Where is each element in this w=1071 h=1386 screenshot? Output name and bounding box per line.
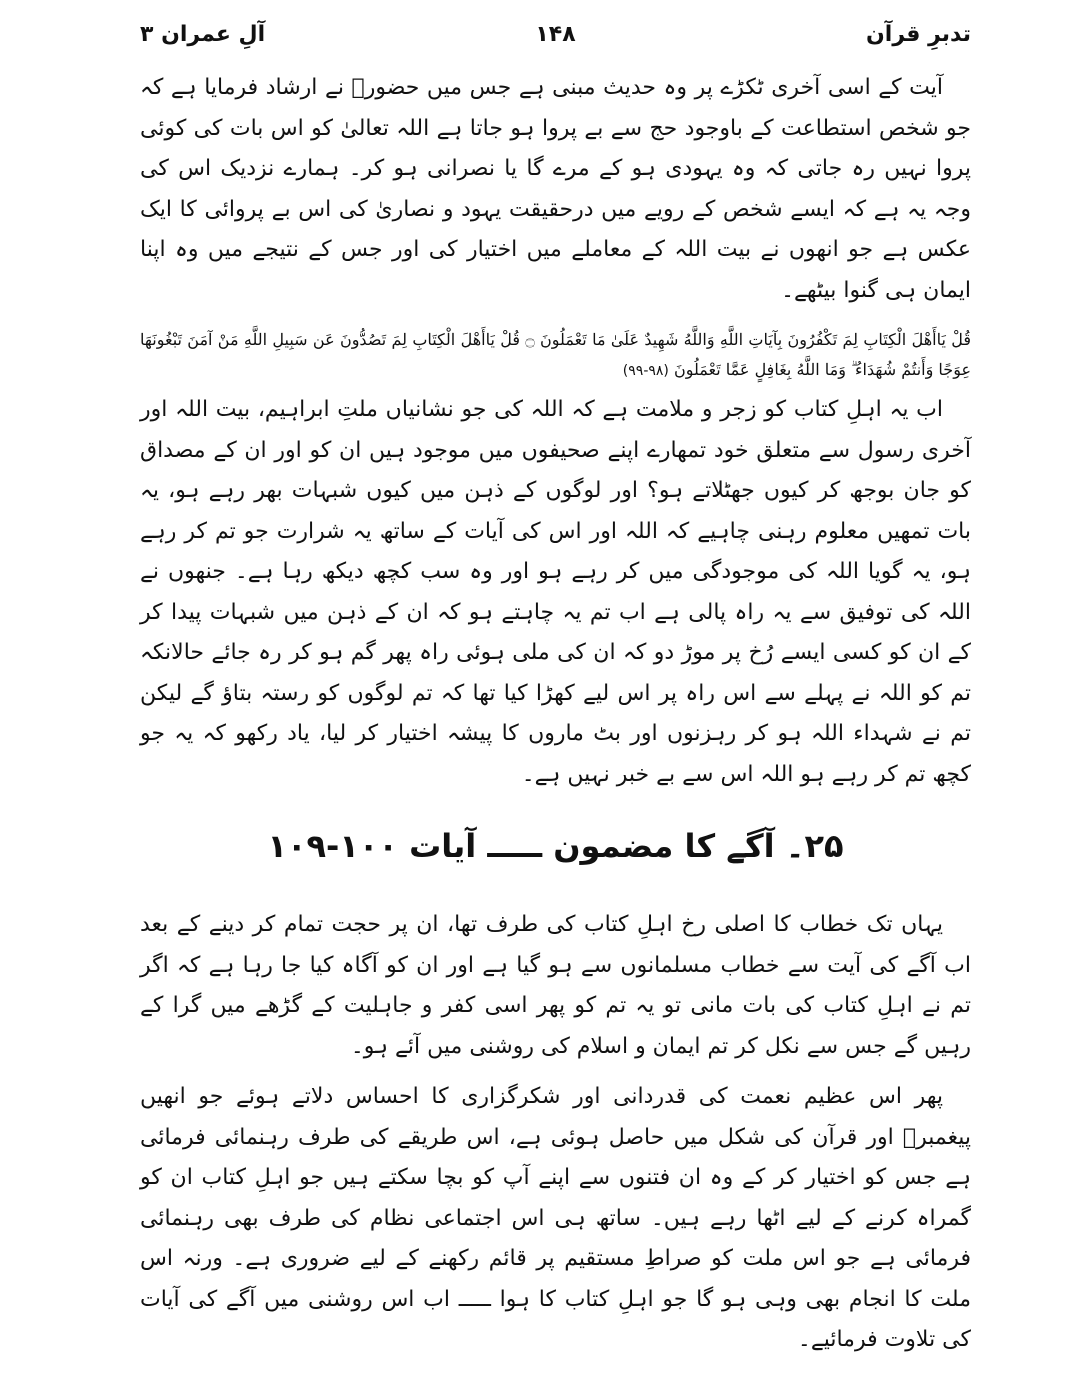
running-header — [140, 18, 971, 68]
paragraph-khitab: یہاں تک خطاب کا اصلی رخ اہلِ کتاب کی طرف تھا، ان پر حجت تمام کر دینے کے بعد اب آگے کی آیت سے خطاب مسلمانوں سے ہو گیا ہے اور ان کو آگاہ کیا جا رہا ہے کہ اگر تم نے اہلِ کتاب کی بات مانی تو یہ تم کو پھر اسی کفر و جاہلیت کے گڑھے میں گرا کے رہیں گے جس سے نکل کر تم ایمان و اسلام کی روشنی میں آئے ہو۔ — [140, 912, 971, 1059]
quran-ayat-text: قُلْ يَاأَهْلَ الْكِتَابِ لِمَ تَكْفُرُونَ بِآيَاتِ اللَّهِ وَاللَّهُ شَهِيدٌ عَلَىٰ مَا تَعْمَلُونَ ۝ قُلْ يَاأَهْلَ الْكِتَابِ لِمَ تَصُدُّونَ عَن سَبِيلِ اللَّهِ مَنْ آمَنَ تَبْغُونَهَا عِوَجًا وَأَنتُمْ شُهَدَاءُ ۗ وَمَا اللَّهُ بِغَافِلٍ عَمَّا تَعْمَلُونَ — [140, 330, 971, 379]
ayat-reference: (۹۸-۹۹) — [622, 363, 669, 379]
paragraph-hadith-hajj: آیت کے اسی آخری ٹکڑے پر وہ حدیث مبنی ہے جس میں حضورؐ نے ارشاد فرمایا ہے کہ جو شخص استطاعت کے باوجود حج سے بے پروا ہو جاتا ہے اللہ تعالیٰ کو اس بات کی کوئی پروا نہیں رہ جاتی کہ وہ یہودی ہو کے مرے گا یا نصرانی ہو کر۔ ہمارے نزدیک اس کی وجہ یہ ہے کہ ایسے شخص کے رویے میں درحقیقت یہود و نصاریٰ کی اس بے پروائی کا ایک عکس ہے جو انھوں نے بیت اللہ کے معاملے میں اختیار کی اور جس کے نتیجے میں وہ اپنا ایمان ہی گنوا بیٹھے۔ — [140, 75, 971, 303]
section-heading: ۲۵۔ آگے کا مضمون ـــــ آیات ۱۰۰-۱۰۹ — [267, 827, 844, 865]
surah-name: آلِ عمران ۳ — [140, 22, 266, 47]
paragraph-nemat: پھر اس عظیم نعمت کی قدردانی اور شکرگزاری کا احساس دلاتے ہوئے جو انھیں پیغمبرؐ اور قرآن کی شکل میں حاصل ہوئی ہے، اس طریقے کی طرف رہنمائی فرمائی ہے جس کو اختیار کر کے وہ ان فتنوں سے اپنے آپ کو بچا سکتے ہیں جو اہلِ کتاب ان کو گمراہ کرنے کے لیے اٹھا رہے ہیں۔ ساتھ ہی اس اجتماعی نظام کی طرف بھی رہنمائی فرمائی ہے جو اس ملت کو صراطِ مستقیم پر قائم رکھنے کے لیے ضروری ہے۔ ورنہ اس ملت کا انجام بھی وہی ہو گا جو اہلِ کتاب کا ہوا ـــــ اب اس روشنی میں آگے کی آیات کی تلاوت فرمائیے۔ — [140, 1084, 971, 1352]
paragraph-tafsir: اب یہ اہلِ کتاب کو زجر و ملامت ہے کہ اللہ کی جو نشانیاں ملتِ ابراہیم، بیت اللہ اور آخری رسول سے متعلق خود تمھارے اپنے صحیفوں میں موجود ہیں ان کو اور ان کے مصداق کو جان بوجھ کر کیوں جھٹلاتے ہو؟ اور لوگوں کے ذہن میں کیوں شبہات بھر رہے ہو، یہ بات تمھیں معلوم رہنی چاہیے کہ اللہ اور اس کی آیات کے ساتھ یہ شرارت جو تم کر رہے ہو، یہ گویا اللہ کی موجودگی میں کر رہے ہو اور وہ سب کچھ دیکھ رہا ہے۔ جنھوں نے اللہ کی توفیق سے یہ راہ پالی ہے اب تم یہ چاہتے ہو کہ ان کے ذہن میں شبہات پیدا کر کے ان کو کسی ایسے رُخ پر موڑ دو کہ ان کی ملی ہوئی راہ پھر گم ہو کر رہ جائے حالانکہ تم کو اللہ نے پہلے سے اس راہ پر اس لیے کھڑا کیا تھا کہ تم لوگوں کو رستہ بتاؤ گے لیکن تم نے شہداء اللہ ہو کر رہزنوں اور بٹ ماروں کا پیشہ اختیار کر لیا، یاد رکھو کہ یہ جو کچھ تم کر رہے ہو اللہ اس سے بے خبر نہیں ہے۔ — [140, 397, 971, 787]
quran-ayat-block — [140, 325, 971, 386]
page-number: ۱۴۸ — [535, 22, 576, 47]
book-title: تدبرِ قرآن — [866, 22, 971, 47]
